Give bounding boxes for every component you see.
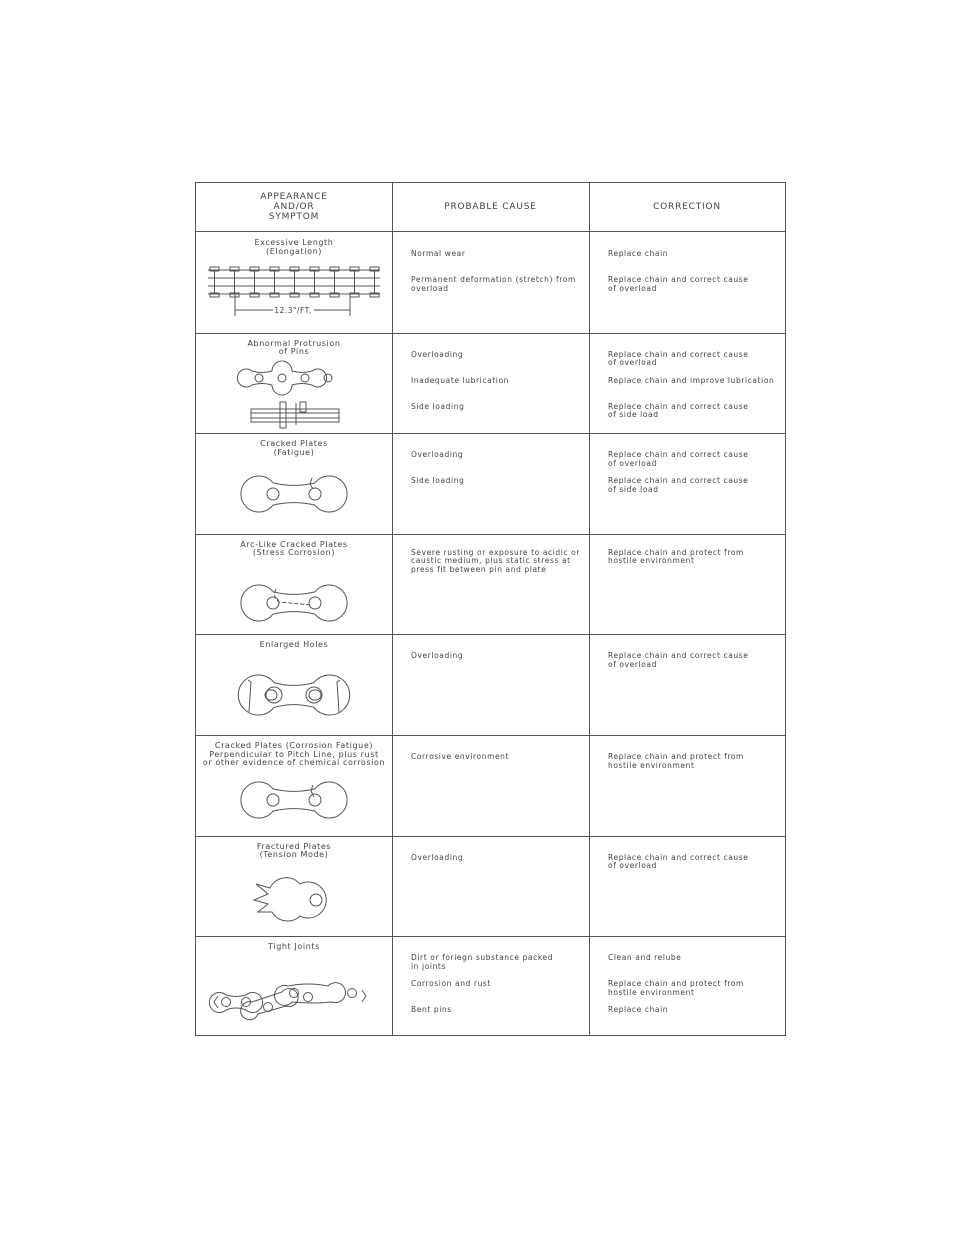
symptom-text: Cracked Plates (Corrosion Fatigue) Perpendicular to Pitch Line, plus rust or other evidence of chemical corrosion	[202, 741, 386, 767]
header-correction: CORRECTION	[653, 202, 721, 212]
table-row	[196, 836, 785, 936]
table-row	[196, 936, 785, 1036]
probable-cause-text: Side loading	[411, 476, 465, 486]
probable-cause-cell	[393, 232, 589, 332]
symptom-cell	[196, 735, 392, 835]
symptom-cell	[196, 534, 392, 634]
table-row	[196, 232, 785, 332]
symptom-cell	[196, 634, 392, 734]
table-row	[196, 333, 785, 433]
probable-cause-text: Overloading	[411, 651, 464, 661]
symptom-text: Fractured Plates (Tension Mode)	[256, 841, 332, 860]
arc-cracked-plate-illustration	[196, 534, 392, 634]
probable-cause-cell	[393, 836, 589, 936]
correction-text: Replace chain and protect from hostile environment	[608, 979, 744, 997]
probable-cause-text: Corrosion and rust	[411, 979, 491, 989]
figure-dimension-label: 12.3"/FT.	[274, 306, 312, 315]
correction-text: Replace chain and correct cause of overload	[608, 450, 749, 468]
correction-text: Clean and relube	[608, 953, 682, 963]
correction-cell	[590, 534, 786, 634]
troubleshooting-table	[195, 182, 786, 1036]
probable-cause-text: Bent pins	[411, 1005, 452, 1015]
enlarged-holes-illustration	[196, 634, 392, 734]
correction-cell	[590, 735, 786, 835]
table-row	[196, 433, 785, 533]
fractured-plate-illustration	[196, 836, 392, 936]
correction-text: Replace chain and correct cause of overload	[608, 651, 749, 669]
correction-text: Replace chain	[608, 249, 669, 258]
probable-cause-text: Corrosive environment	[411, 752, 510, 761]
header-probable-cause: PROBABLE CAUSE	[444, 202, 537, 212]
tight-joints-illustration	[196, 936, 392, 1036]
cracked-plate-illustration	[196, 433, 392, 533]
probable-cause-text: Inadequate lubrication	[411, 375, 510, 385]
correction-text: Replace chain and correct cause of side load	[608, 476, 749, 494]
symptom-text: Enlarged Holes	[259, 640, 329, 650]
correction-text: Replace chain and protect from hostile environment	[608, 752, 744, 770]
probable-cause-text: Overloading	[411, 450, 464, 460]
chain-elongation-illustration	[196, 232, 392, 332]
table-row	[196, 735, 785, 835]
symptom-text: Tight Joints	[268, 942, 320, 952]
probable-cause-text: Overloading	[411, 349, 464, 359]
correction-cell	[590, 333, 786, 433]
probable-cause-text: Overloading	[411, 852, 464, 862]
probable-cause-text: Normal wear	[411, 249, 466, 258]
probable-cause-cell	[393, 433, 589, 533]
probable-cause-cell	[393, 735, 589, 835]
probable-cause-text: Permanent deformation (stretch) from overload	[411, 275, 576, 293]
symptom-cell	[196, 936, 392, 1036]
probable-cause-cell	[393, 333, 589, 433]
probable-cause-text: Severe rusting or exposure to acidic or caustic medium, plus static stress at press fit between pin and plate	[411, 547, 581, 574]
correction-cell	[590, 634, 786, 734]
probable-cause-cell	[393, 534, 589, 634]
correction-text: Replace chain and protect from hostile environment	[608, 547, 744, 566]
correction-text: Replace chain and correct cause of overload	[608, 275, 749, 293]
symptom-text: Cracked Plates (Fatigue)	[260, 439, 328, 457]
probable-cause-cell	[393, 634, 589, 734]
probable-cause-text: Side loading	[411, 401, 465, 411]
table-row	[196, 534, 785, 634]
pin-protrusion-illustration	[196, 333, 392, 433]
symptom-cell	[196, 333, 392, 433]
symptom-text: Arc-Like Cracked Plates (Stress Corrosion)	[240, 539, 348, 558]
correction-cell	[590, 433, 786, 533]
correction-cell	[590, 232, 786, 332]
symptom-text: Excessive Length (Elongation)	[254, 238, 334, 256]
table-row	[196, 634, 785, 734]
symptom-cell	[196, 433, 392, 533]
correction-text: Replace chain and improve lubrication	[608, 375, 775, 385]
correction-text: Replace chain and correct cause of side load	[608, 401, 749, 420]
symptom-cell	[196, 232, 392, 332]
corrosion-fatigue-plate-illustration	[196, 735, 392, 835]
probable-cause-text: Dirt or foriegn substance packed in joints	[411, 953, 554, 971]
correction-text: Replace chain	[608, 1005, 669, 1015]
correction-text: Replace chain and correct cause of overload	[608, 349, 749, 368]
symptom-cell	[196, 836, 392, 936]
probable-cause-cell	[393, 936, 589, 1036]
symptom-text: Abnormal Protrusion of Pins	[247, 338, 341, 357]
correction-cell	[590, 836, 786, 936]
correction-cell	[590, 936, 786, 1036]
correction-text: Replace chain and correct cause of overload	[608, 852, 749, 871]
header-symptom: APPEARANCE AND/OR SYMPTOM	[260, 192, 328, 222]
